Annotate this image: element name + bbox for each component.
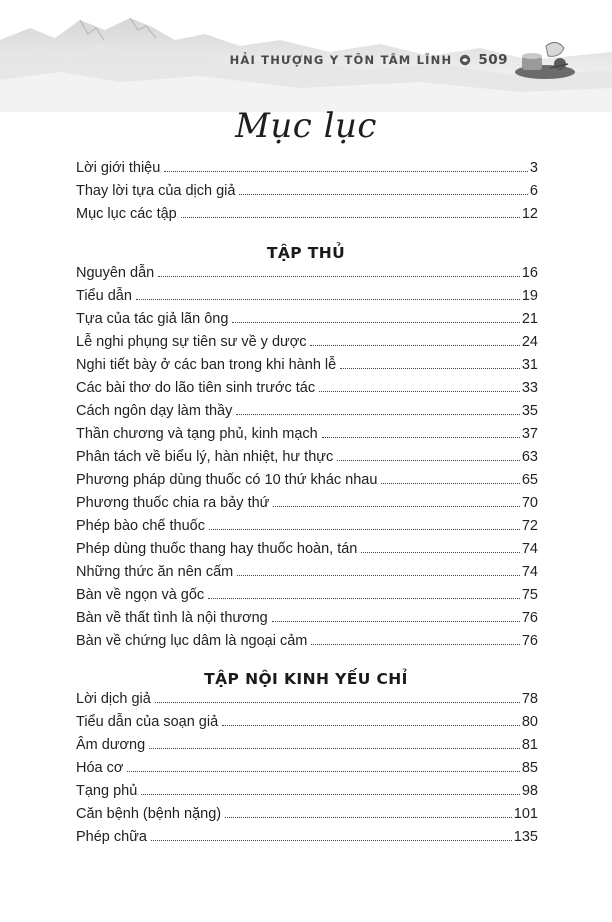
dot-leader [232, 322, 519, 323]
toc-entry [76, 495, 538, 518]
toc-entry-page: 78 [521, 691, 538, 707]
toc-entry-label: Lời dịch giả [76, 691, 151, 707]
toc-entry [76, 783, 538, 806]
page-number: 509 [478, 52, 508, 68]
dot-leader [149, 748, 520, 749]
page-title: Mục lục [235, 106, 377, 146]
bullet-ornament-icon [459, 54, 471, 66]
toc-entry [76, 183, 538, 206]
toc-entry [76, 288, 538, 311]
running-head [230, 52, 508, 68]
toc-entry-page: 63 [521, 449, 538, 465]
toc-entry-page: 21 [521, 311, 538, 327]
toc-entry-label: Thần chương và tạng phủ, kinh mạch [76, 426, 318, 442]
toc-entry [76, 806, 538, 829]
dot-leader [273, 506, 519, 507]
toc-entry [76, 633, 538, 656]
toc-entry-page: 65 [521, 472, 538, 488]
toc-entry [76, 760, 538, 783]
toc-entry-label: Nguyên dẫn [76, 265, 155, 281]
toc-entry-label: Thay lời tựa của dịch giả [76, 183, 236, 199]
toc-entry-page: 80 [521, 714, 538, 730]
dot-leader [272, 621, 520, 622]
toc-entry-page: 74 [521, 564, 538, 580]
toc-entry [76, 206, 538, 229]
toc-entry-label: Hóa cơ [76, 760, 124, 776]
toc-entry-label: Cách ngôn dạy làm thầy [76, 403, 233, 419]
dot-leader [155, 702, 520, 703]
toc-entry-label: Phương pháp dùng thuốc có 10 thứ khác nhau [76, 472, 378, 488]
toc-entry-label: Bàn về thất tình là nội thương [76, 610, 268, 626]
toc-entry-page: 37 [521, 426, 538, 442]
toc-entry [76, 691, 538, 714]
toc-entry-label: Căn bệnh (bệnh nặng) [76, 806, 222, 822]
toc-entry-page: 76 [521, 610, 538, 626]
toc-entry-page: 6 [529, 183, 538, 199]
toc-entry-page: 101 [513, 806, 538, 822]
toc-entry-page: 135 [513, 829, 538, 845]
toc-entry-page: 76 [521, 633, 538, 649]
toc-entry-label: Phép dùng thuốc thang hay thuốc hoàn, tán [76, 541, 358, 557]
dot-leader [158, 276, 520, 277]
dot-leader [361, 552, 519, 553]
toc-entry-page: 75 [521, 587, 538, 603]
toc-entry-label: Những thức ăn nên cấm [76, 564, 234, 580]
toc-entry-page: 3 [529, 160, 538, 176]
toc-entry-label: Âm dương [76, 737, 146, 753]
toc-entry [76, 518, 538, 541]
toc-entry-page: 19 [521, 288, 538, 304]
toc-entry [76, 403, 538, 426]
toc-entry [76, 714, 538, 737]
toc-entry-label: Các bài thơ do lão tiên sinh trước tác [76, 380, 316, 396]
toc-entry [76, 587, 538, 610]
dot-leader [337, 460, 520, 461]
toc-entry-label: Bàn về chứng lục dâm là ngoại cảm [76, 633, 308, 649]
toc-entry [76, 334, 538, 357]
toc-entry-page: 35 [521, 403, 538, 419]
toc-entry [76, 829, 538, 852]
toc-entry-label: Phân tách về biểu lý, hàn nhiệt, hư thực [76, 449, 334, 465]
toc-entry [76, 426, 538, 449]
dot-leader [322, 437, 520, 438]
toc-entry-label: Mục lục các tập [76, 206, 177, 222]
dot-leader [340, 368, 520, 369]
toc-entry-page: 24 [521, 334, 538, 350]
toc-entry-page: 33 [521, 380, 538, 396]
herbal-medicine-illustration-icon [510, 38, 580, 82]
dot-leader [164, 171, 528, 172]
toc-entry [76, 564, 538, 587]
toc-entry-label: Tựa của tác giả lãn ông [76, 311, 229, 327]
dot-leader [208, 598, 520, 599]
toc-entry-page: 31 [521, 357, 538, 373]
dot-leader [236, 414, 519, 415]
toc-section-noi-kinh [76, 691, 538, 852]
book-title: HẢI THƯỢNG Y TÔN TÂM LĨNH [229, 53, 453, 67]
toc-entry [76, 265, 538, 288]
dot-leader [237, 575, 520, 576]
toc-entry-page: 16 [521, 265, 538, 281]
toc-entry [76, 737, 538, 760]
toc-entry [76, 610, 538, 633]
dot-leader [311, 644, 519, 645]
toc-entry-label: Lời giới thiệu [76, 160, 161, 176]
toc-entry-page: 98 [521, 783, 538, 799]
dot-leader [136, 299, 520, 300]
dot-leader [141, 794, 520, 795]
toc-entry-label: Tiểu dẫn của soạn giả [76, 714, 219, 730]
dot-leader [209, 529, 520, 530]
toc-entry [76, 380, 538, 403]
toc-entry-page: 12 [521, 206, 538, 222]
toc-entry-label: Bàn về ngọn và gốc [76, 587, 205, 603]
dot-leader [319, 391, 520, 392]
dot-leader [225, 817, 512, 818]
toc-entry [76, 160, 538, 183]
toc-entry [76, 541, 538, 564]
toc-entry-label: Phép chữa [76, 829, 147, 845]
toc-entry-label: Lễ nghi phụng sự tiên sư về y dược [76, 334, 307, 350]
toc-entry-label: Phép bào chế thuốc [76, 518, 205, 534]
section-heading-noi-kinh: TẬP NỘI KINH YẾU CHỈ [204, 670, 408, 688]
toc-entry [76, 472, 538, 495]
toc-entry-label: Tạng phủ [76, 783, 138, 799]
toc-entry-page: 81 [521, 737, 538, 753]
toc-front-matter [76, 160, 538, 229]
toc-section-tap-thu [76, 265, 538, 656]
toc-entry-page: 74 [521, 541, 538, 557]
toc-entry-page: 85 [521, 760, 538, 776]
toc-entry [76, 311, 538, 334]
toc-entry-page: 72 [521, 518, 538, 534]
dot-leader [381, 483, 519, 484]
dot-leader [239, 194, 527, 195]
dot-leader [310, 345, 519, 346]
dot-leader [151, 840, 512, 841]
dot-leader [127, 771, 519, 772]
dot-leader [181, 217, 520, 218]
toc-entry-label: Tiểu dẫn [76, 288, 132, 304]
dot-leader [222, 725, 520, 726]
toc-entry-label: Phương thuốc chia ra bảy thứ [76, 495, 270, 511]
toc-entry [76, 449, 538, 472]
section-heading-tap-thu: TẬP THỦ [266, 244, 346, 262]
toc-entry-page: 70 [521, 495, 538, 511]
toc-entry-label: Nghi tiết bày ở các ban trong khi hành lễ [76, 357, 337, 373]
toc-entry [76, 357, 538, 380]
